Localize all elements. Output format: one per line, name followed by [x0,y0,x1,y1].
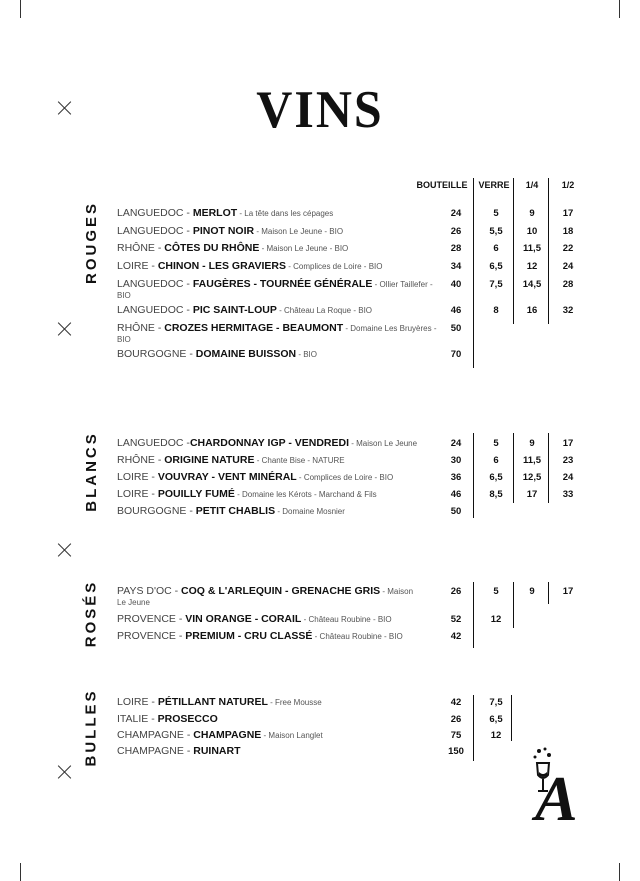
price-glass: 5 [493,208,499,219]
price-bottle: 40 [450,279,462,290]
price-quarter: 10 [526,226,538,237]
price-bottle: 46 [450,305,462,316]
wine-name: PAYS D'OC - COQ & L'ARLEQUIN - GRENACHE GRIS - Maison Le Jeune [117,585,414,607]
price-bottle: 24 [450,208,462,219]
column-divider [548,178,549,324]
price-half: 24 [562,261,574,272]
wine-name: LANGUEDOC - PIC SAINT-LOUP - Château La Roque - BIO [117,304,373,316]
price-glass: 8,5 [489,489,503,500]
price-bottle: 70 [450,349,462,360]
column-divider [548,582,549,604]
price-quarter: 9 [529,586,535,597]
wine-name: LOIRE - VOUVRAY - VENT MINÉRAL - Complices de Loire - BIO [117,471,394,483]
column-divider [473,433,474,518]
crop-mark [619,0,620,18]
column-divider [513,178,514,324]
column-divider [473,582,474,648]
brand-logo [525,745,585,835]
wine-name: BOURGOGNE - DOMAINE BUISSON - BIO [117,348,317,360]
cross-mark-icon [58,765,72,779]
wine-name: ITALIE - PROSECCO [117,713,218,725]
cross-mark-icon [58,543,72,557]
price-glass: 6,5 [489,261,503,272]
section-label-roses: ROSÉS [82,579,100,647]
wine-name: CHAMPAGNE - CHAMPAGNE - Maison Langlet [117,729,323,741]
price-quarter: 16 [526,305,538,316]
wine-name: LOIRE - PÉTILLANT NATUREL - Free Mousse [117,696,322,708]
price-quarter: 12 [526,261,538,272]
column-divider [473,178,474,368]
page-title: VINS [256,79,384,139]
price-bottle: 26 [450,714,462,725]
wine-name: RHÔNE - CROZES HERMITAGE - BEAUMONT - Domaine Les Bruyères - BIO [117,322,437,344]
wine-name: PROVENCE - PREMIUM - CRU CLASSÉ - Château Roubine - BIO [117,630,403,642]
price-half: 17 [562,208,574,219]
price-glass: 12 [490,614,502,625]
price-glass: 7,5 [489,279,503,290]
price-glass: 6 [493,243,499,254]
price-bottle: 36 [450,472,462,483]
section-label-blancs: BLANCS [82,431,100,512]
price-bottle: 34 [450,261,462,272]
wine-name: LANGUEDOC - MERLOT - La tête dans les cépages [117,207,334,219]
price-bottle: 26 [450,586,462,597]
price-bottle: 30 [450,455,462,466]
price-half: 32 [562,305,574,316]
price-bottle: 46 [450,489,462,500]
price-half: 33 [562,489,574,500]
column-divider [513,582,514,628]
price-glass: 6,5 [489,714,503,725]
price-quarter: 9 [529,438,535,449]
price-bottle: 42 [450,697,462,708]
wine-name: LANGUEDOC - PINOT NOIR - Maison Le Jeune - BIO [117,225,344,237]
price-quarter: 12,5 [522,472,542,483]
crop-mark [619,863,620,881]
price-quarter: 11,5 [523,243,541,254]
price-glass: 7,5 [489,697,503,708]
price-bottle: 24 [450,438,462,449]
price-bottle: 52 [450,614,462,625]
crop-mark [20,863,21,881]
crop-mark [20,0,21,18]
price-bottle: 50 [450,323,462,334]
price-bottle: 150 [448,746,464,757]
price-quarter: 11,5 [523,455,541,466]
column-header-demi: 1/2 [561,180,575,190]
price-half: 28 [562,279,574,290]
price-quarter: 14,5 [522,279,542,290]
price-bottle: 26 [450,226,462,237]
price-half: 18 [562,226,574,237]
wine-name: LOIRE - CHINON - LES GRAVIERS - Complices de Loire - BIO [117,260,383,272]
price-glass: 8 [493,305,499,316]
price-glass: 5,5 [489,226,503,237]
price-glass: 12 [490,730,502,741]
price-half: 22 [562,243,574,254]
price-half: 17 [562,438,574,449]
section-label-rouges: ROUGES [82,200,100,285]
column-header-bouteille: BOUTEILLE [416,180,468,190]
price-glass: 5 [493,438,499,449]
price-bottle: 75 [450,730,462,741]
price-half: 17 [562,586,574,597]
price-half: 23 [562,455,574,466]
column-divider [548,433,549,503]
column-divider [473,695,474,761]
price-bottle: 28 [450,243,462,254]
wine-name: LOIRE - POUILLY FUMÉ - Domaine les Kérots - Marchand & Fils [117,488,377,500]
wine-name: CHAMPAGNE - RUINART [117,745,241,757]
wine-name: LANGUEDOC -CHARDONNAY IGP - VENDREDI - Maison Le Jeune [117,437,418,449]
column-header-verre: VERRE [478,180,510,190]
wine-name: LANGUEDOC - FAUGÈRES - TOURNÉE GÉNÉRALE - Ollier Taillefer - BIO [117,278,433,300]
price-glass: 6 [493,455,499,466]
column-divider [513,433,514,503]
price-glass: 6,5 [489,472,503,483]
price-quarter: 9 [529,208,535,219]
wine-name: BOURGOGNE - PETIT CHABLIS - Domaine Mosnier [117,505,345,517]
cross-mark-icon [58,322,72,336]
column-divider [511,695,512,741]
section-label-bulles: BULLES [82,688,100,767]
price-bottle: 42 [450,631,462,642]
price-bottle: 50 [450,506,462,517]
wine-name: PROVENCE - VIN ORANGE - CORAIL - Château Roubine - BIO [117,613,392,625]
column-header-quart: 1/4 [525,180,539,190]
wine-name: RHÔNE - ORIGINE NATURE - Chante Bise - NATURE [117,454,345,466]
price-glass: 5 [493,586,499,597]
price-half: 24 [562,472,574,483]
logo-letter: A [535,763,578,834]
wine-name: RHÔNE - CÔTES DU RHÔNE - Maison Le Jeune - BIO [117,242,349,254]
price-quarter: 17 [526,489,538,500]
